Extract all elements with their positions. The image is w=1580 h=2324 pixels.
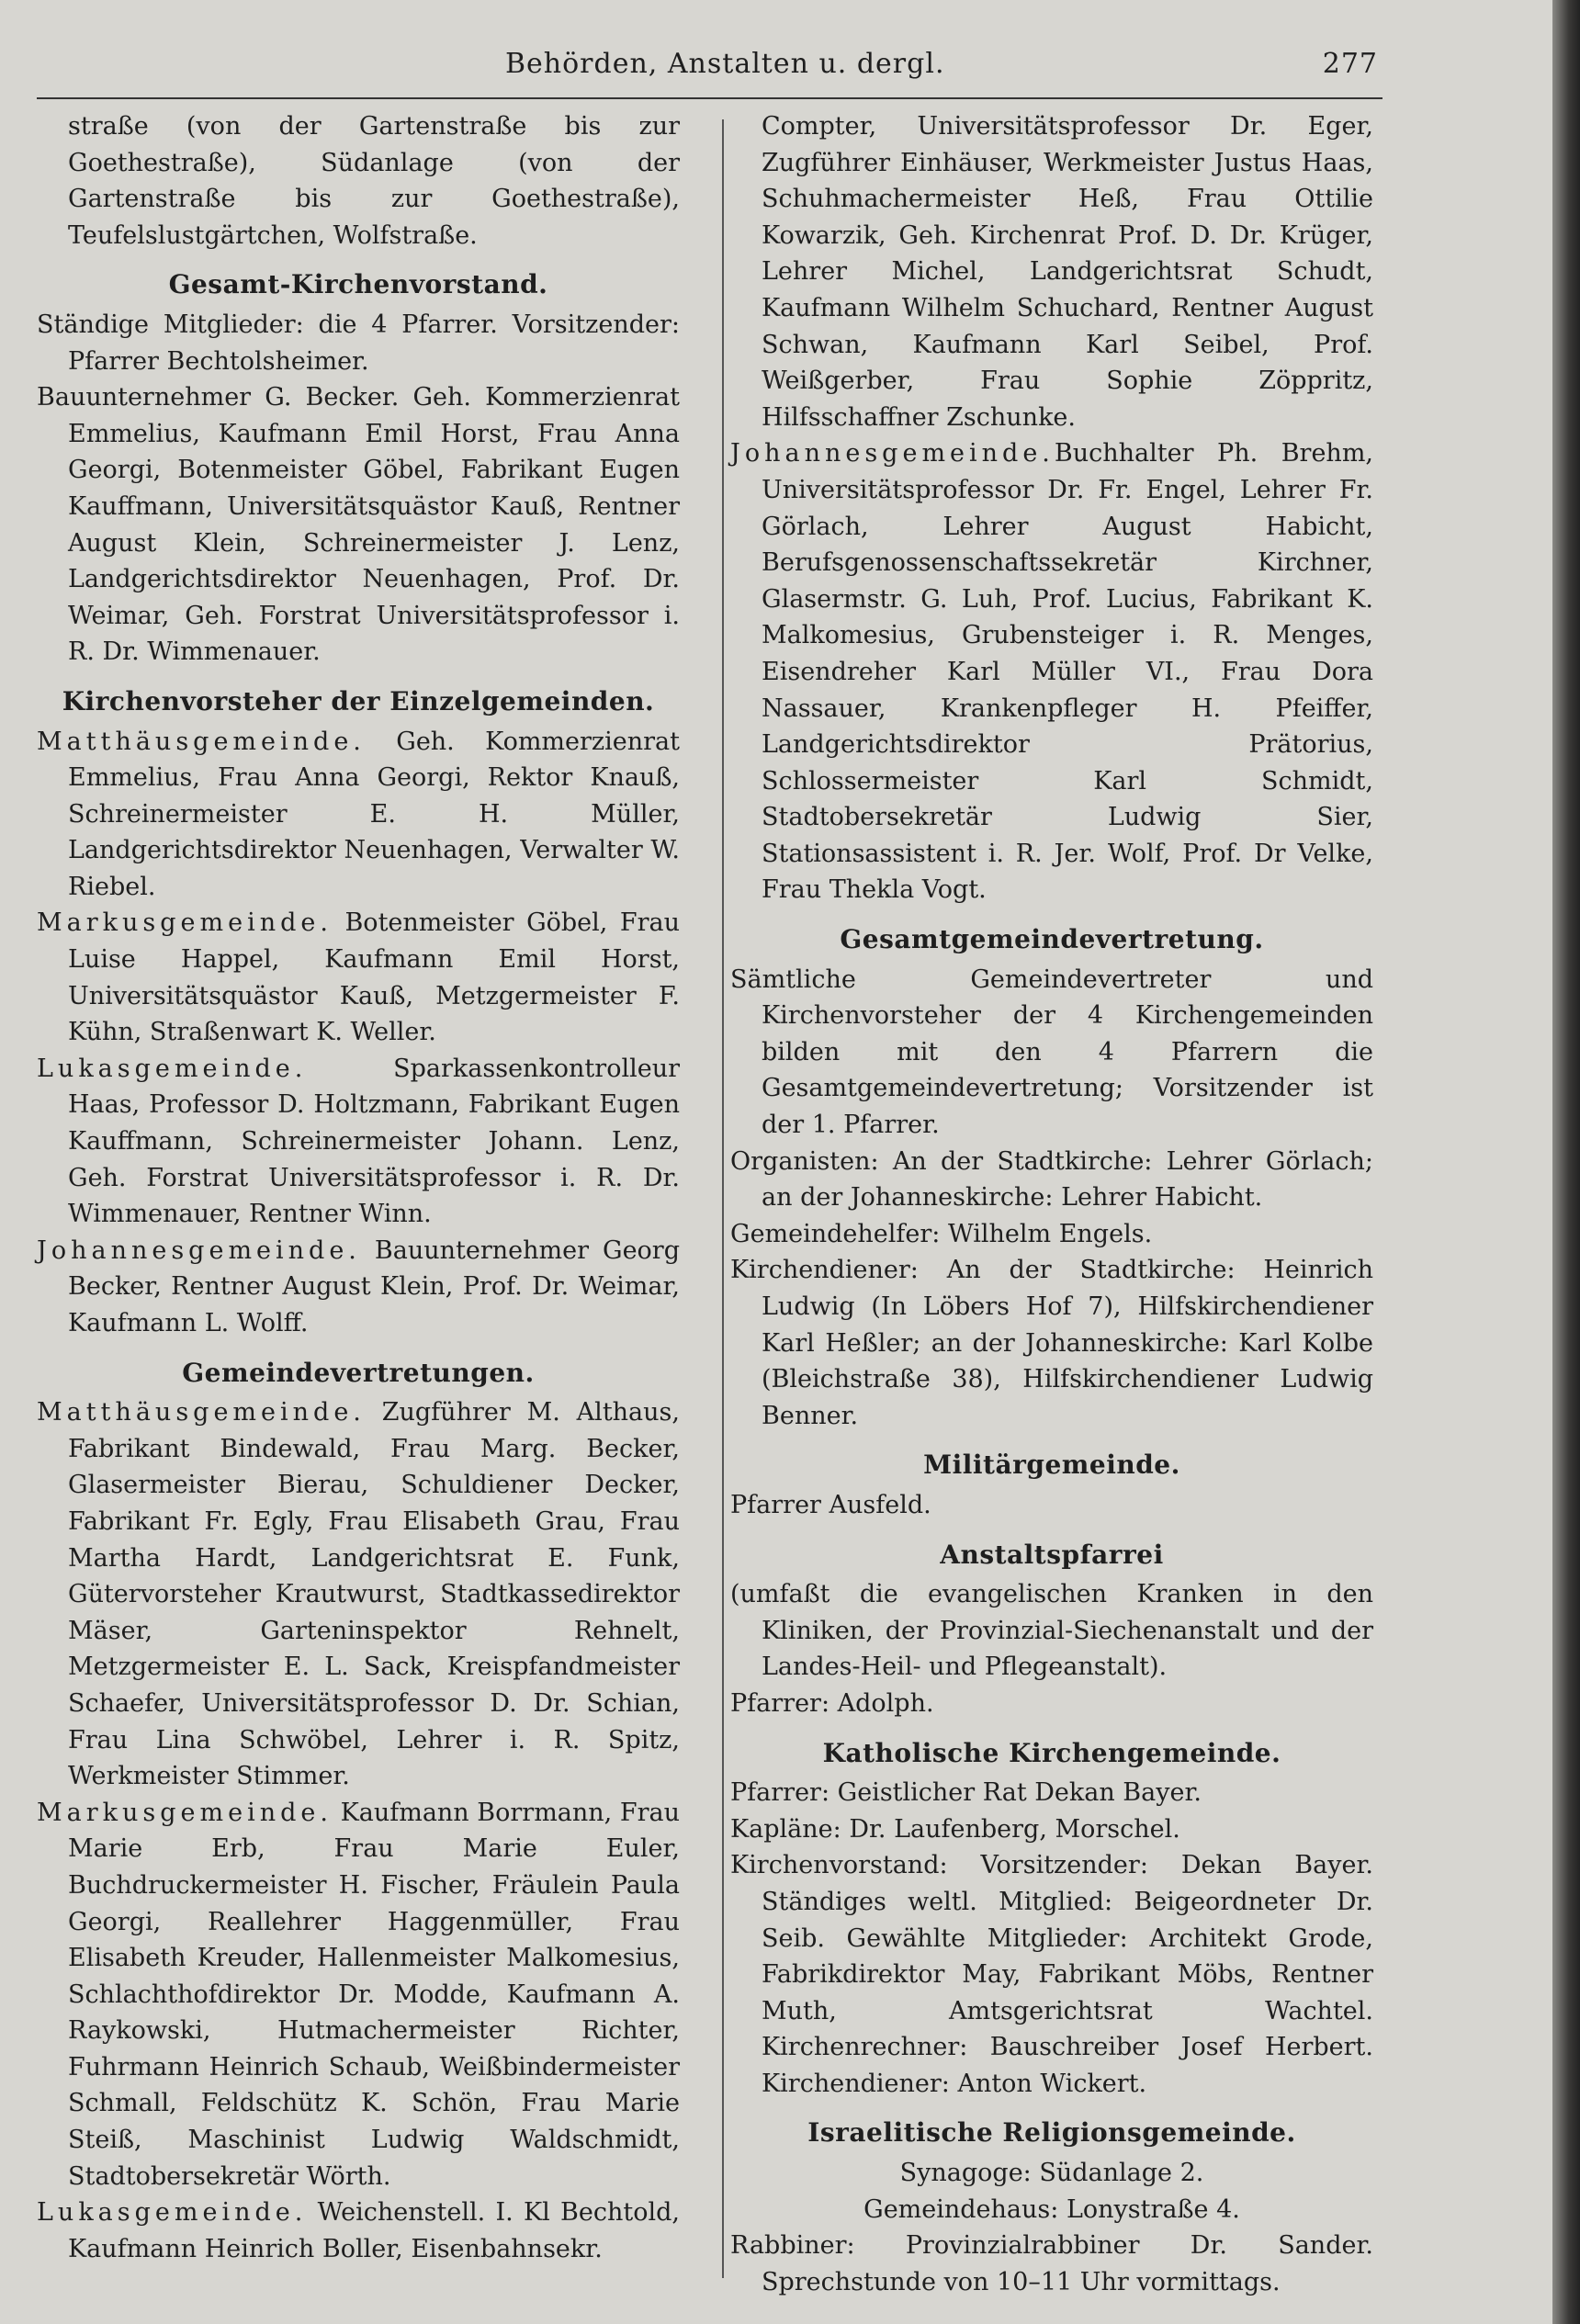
entry-name: Markusgemeinde. — [37, 1798, 333, 1827]
entry-text: Buchhalter Ph. Brehm, Universitätsprofessor Dr. Fr. Engel, Lehrer Fr. Görlach, Lehrer August Habicht, Berufsgenossenschaftssekretär Kirchner, Glasermstr. G. Luh, Prof. Lucius, Fabrikant K. Malkomesius, Grubensteiger i. R. Menges, Eisendreher Karl Müller VI., Frau Dora Nassauer, Krankenpfleger H. Pfeiffer, Landgerichtsdirektor Prätorius, Schlossermeister Karl Schmidt, Stadtobersekretär Ludwig Sier, Stationsassistent i. R. Jer. Wolf, Prof. Dr Velke, Frau Thekla Vogt. — [762, 439, 1373, 905]
entry-name: Johannesgemeinde. — [37, 1235, 361, 1265]
paragraph: Kirchenvorstand: Vorsitzender: Dekan Bayer. Ständiges weltl. Mitglied: Beigeordneter Dr. Seib. Gewählte Mitglieder: Architekt Grode, Fabrikdirektor May, Fabrikant Möbs, Rentner Muth, Amtsgerichtsrat Wachtel. Kirchenrechner: Bauschreiber Josef Herbert. Kirchendiener: Anton Wickert. — [730, 1851, 1373, 2098]
address-line: Synagoge: Südanlage 2. — [899, 2159, 1204, 2188]
entry-paragraph — [37, 724, 680, 906]
paragraph: Pfarrer: Geistlicher Rat Dekan Bayer. — [730, 1778, 1202, 1808]
paragraph: Rabbiner: Provinzialrabbiner Dr. Sander. Sprechstunde von 10–11 Uhr vormittags. — [730, 2231, 1373, 2296]
header-title: Behörden, Anstalten u. dergl. — [505, 48, 945, 80]
paragraph: Ständige Mitglieder: die 4 Pfarrer. Vorsitzender: Pfarrer Bechtolsheimer. — [37, 310, 680, 376]
header-rule — [37, 97, 1382, 99]
entry-name: Markusgemeinde. — [37, 908, 333, 938]
entry-text: Weichenstell. I. Kl Bechtold, Kaufmann Heinrich Boller, Eisenbahnsekr. — [68, 2198, 680, 2263]
entry-paragraph — [37, 1051, 680, 1233]
right-column — [730, 108, 1373, 2300]
section-heading-gesamt-kirchenvorstand: Gesamt-Kirchenvorstand. — [168, 269, 548, 300]
entry-paragraph — [37, 905, 680, 1050]
paragraph: Bauunternehmer G. Becker. Geh. Kommerzienrat Emmelius, Kaufmann Emil Horst, Frau Anna Georgi, Botenmeister Göbel, Fabrikant Eugen Kauffmann, Universitätsquästor Kauß, Rentner August Klein, Schreinermeister J. Lenz, Landgerichtsdirektor Neuenhagen, Prof. Dr. Weimar, Geh. Forstrat Universitätsprofessor i. R. Dr. Wimmenauer. — [37, 383, 680, 667]
entry-name: Lukasgemeinde. — [37, 1054, 308, 1083]
entry-name: Matthäusgemeinde. — [37, 727, 366, 756]
paragraph: Sämtliche Gemeindevertreter und Kirchenvorsteher der 4 Kirchengemeinden bilden mit den 4 Pfarrern die Gesamtgemeindevertretung; Vorsitzender ist der 1. Pfarrer. — [730, 965, 1373, 1140]
entry-text: Zugführer M. Althaus, Fabrikant Bindewald, Frau Marg. Becker, Glasermeister Bierau, Schuldiener Decker, Fabrikant Fr. Egly, Frau Elisabeth Grau, Frau Martha Hardt, Landgerichtsrat E. Funk, Gütervorsteher Krautwurst, Stadtkassedirektor Mäser, Garteninspektor Rehnelt, Metzgermeister E. L. Sack, Kreispfandmeister Schaefer, Universitätsprofessor D. Dr. Schian, Frau Lina Schwöbel, Lehrer i. R. Spitz, Werkmeister Stimmer. — [68, 1398, 680, 1791]
entry-paragraph — [37, 1394, 680, 1795]
entry-paragraph — [730, 435, 1373, 908]
paragraph: Kirchendiener: An der Stadtkirche: Heinrich Ludwig (In Löbers Hof 7), Hilfskirchendiener Karl Heßler; an der Johanneskirche: Karl Kolbe (Bleichstraße 38), Hilfskirchendiener Ludwig Benner. — [730, 1256, 1373, 1430]
entry-paragraph — [37, 2194, 680, 2267]
paragraph: Pfarrer: Adolph. — [730, 1688, 934, 1718]
address-line: Gemeindehaus: Lonystraße 4. — [863, 2194, 1240, 2224]
left-column — [37, 108, 680, 2267]
entry-name: Lukasgemeinde. — [37, 2198, 308, 2228]
entry-name: Johannesgemeinde. — [730, 439, 1055, 468]
paragraph: (umfaßt die evangelischen Kranken in den Kliniken, der Provinzial-Siechenanstalt und der Landes-Heil- und Pflegeanstalt). — [730, 1580, 1373, 1682]
column-divider — [722, 119, 724, 2278]
running-header — [37, 37, 1378, 101]
entry-text: Kaufmann Borrmann, Frau Marie Erb, Frau Marie Euler, Buchdruckermeister H. Fischer, Fräulein Paula Georgi, Reallehrer Haggenmüller, Frau Elisabeth Kreuder, Hallenmeister Malkomesius, Schlachthofdirektor Dr. Modde, Kaufmann A. Raykowski, Hutmachermeister Richter, Fuhrmann Heinrich Schaub, Weißbindermeister Schmall, Feldschütz K. Schön, Frau Marie Steiß, Maschinist Ludwig Waldschmidt, Stadtobersekretär Wörth. — [68, 1798, 680, 2191]
paragraph: Kapläne: Dr. Laufenberg, Morschel. — [730, 1814, 1180, 1844]
section-heading-kirchenvorsteher: Kirchenvorsteher der Einzelgemeinden. — [62, 685, 655, 716]
page-edge-shadow — [1552, 0, 1580, 2324]
entry-text: Botenmeister Göbel, Frau Luise Happel, Kaufmann Emil Horst, Universitätsquästor Kauß, Metzgermeister F. Kühn, Straßenwart K. Weller. — [68, 908, 680, 1047]
continued-paragraph: Compter, Universitätsprofessor Dr. Eger, Zugführer Einhäuser, Werkmeister Justus Haas, Schuhmachermeister Heß, Frau Ottilie Kowarzik, Geh. Kirchenrat Prof. D. Dr. Krüger, Lehrer Michel, Landgerichtsrat Schudt, Kaufmann Wilhelm Schuchard, Rentner August Schwan, Kaufmann Karl Seibel, Prof. Weißgerber, Frau Sophie Zöppritz, Hilfsschaffner Zschunke. — [762, 112, 1373, 432]
paragraph: Gemeindehelfer: Wilhelm Engels. — [730, 1219, 1153, 1248]
entry-text: Geh. Kommerzienrat Emmelius, Frau Anna Georgi, Rektor Knauß, Schreinermeister E. H. Müller, Landgerichtsdirektor Neuenhagen, Verwalter W. Riebel. — [68, 727, 680, 901]
intro-paragraph: straße (von der Gartenstraße bis zur Goethestraße), Südanlage (von der Gartenstraße bis zur Goethestraße), Teufelslustgärtchen, Wolfstraße. — [68, 112, 680, 250]
section-heading-israelitische: Israelitische Religionsgemeinde. — [807, 2117, 1296, 2149]
section-heading-gemeindevertretungen: Gemeindevertretungen. — [182, 1357, 535, 1388]
entry-paragraph — [37, 1233, 680, 1342]
page-number: 277 — [1322, 48, 1378, 80]
entry-paragraph — [37, 1795, 680, 2195]
section-heading-katholische: Katholische Kirchengemeinde. — [822, 1737, 1281, 1768]
paragraph: Organisten: An der Stadtkirche: Lehrer Görlach; an der Johanneskirche: Lehrer Habicht. — [730, 1146, 1373, 1213]
section-heading-gesamtgemeindevertretung: Gesamtgemeindevertretung. — [840, 924, 1264, 955]
entry-name: Matthäusgemeinde. — [37, 1398, 366, 1427]
entry-text: Bauunternehmer Georg Becker, Rentner August Klein, Prof. Dr. Weimar, Kaufmann L. Wolff. — [68, 1235, 680, 1337]
section-heading-anstaltspfarrei: Anstaltspfarrei — [940, 1539, 1164, 1570]
section-heading-militaergemeinde: Militärgemeinde. — [923, 1450, 1180, 1481]
paragraph: Pfarrer Ausfeld. — [730, 1490, 931, 1519]
entry-text: Sparkassenkontrolleur Haas, Professor D. Holtzmann, Fabrikant Eugen Kauffmann, Schreinermeister Johann. Lenz, Geh. Forstrat Universitätsprofessor i. R. Dr. Wimmenauer, Rentner Winn. — [68, 1054, 680, 1229]
